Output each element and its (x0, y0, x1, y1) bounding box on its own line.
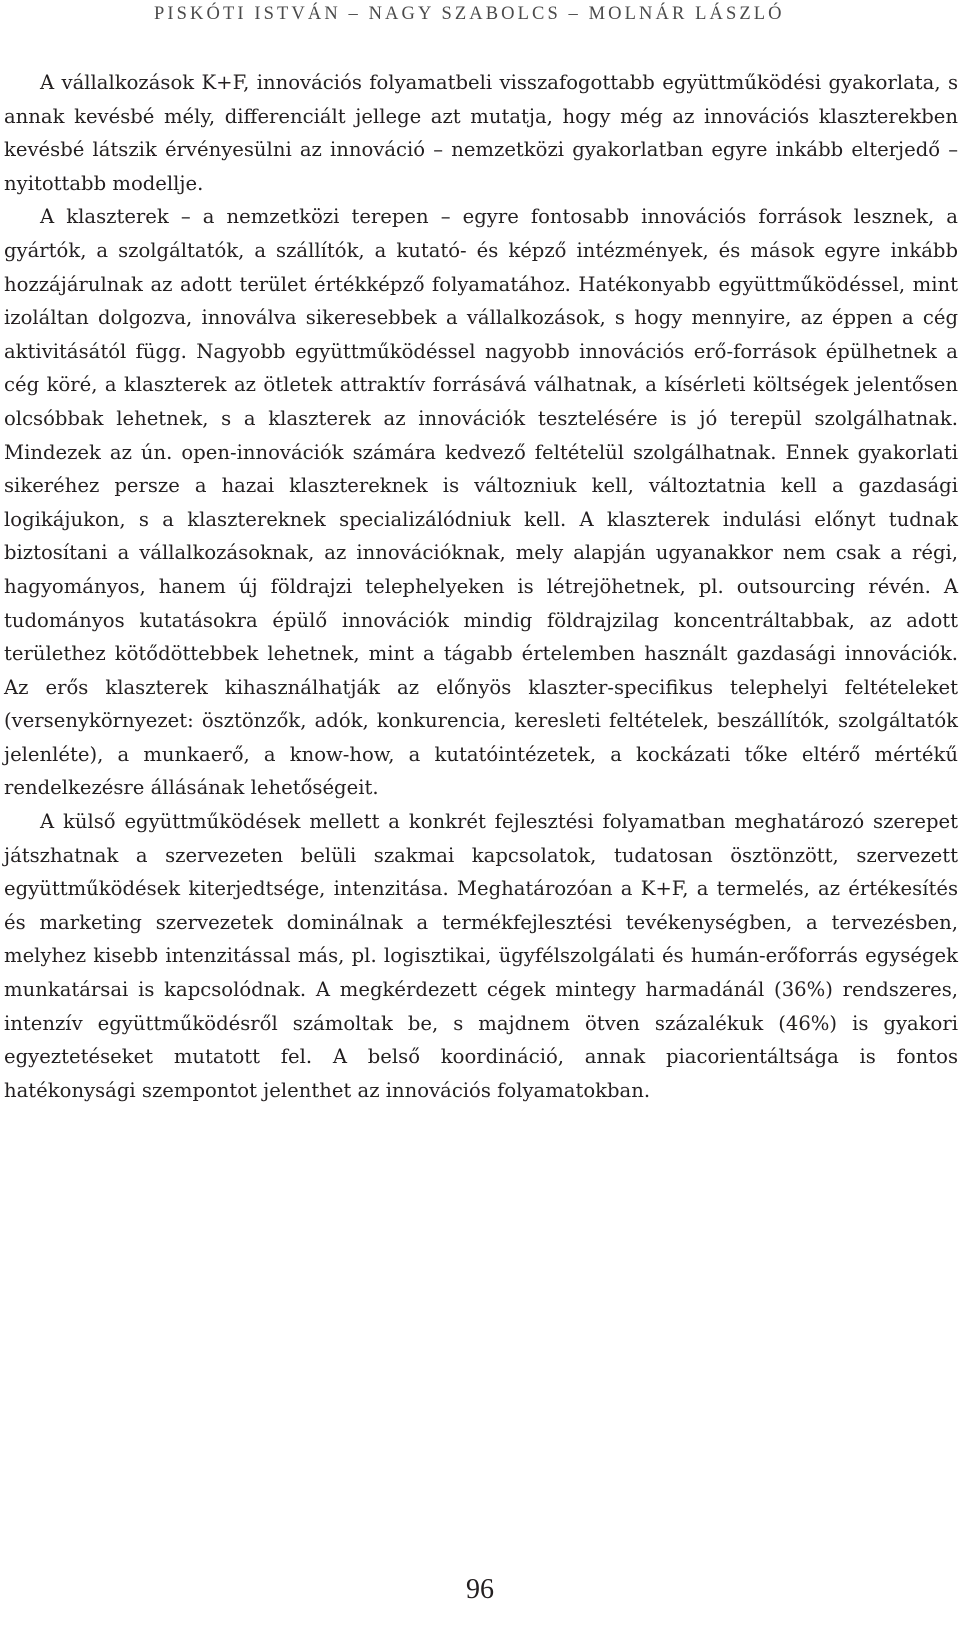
paragraph-1: A vállalkozások K+F, innovációs folyamatbeli visszafogottabb együttműködési gyakorlata, s annak kevésbé mély, differenciált jellege azt mutatja, hogy még az innovációs klaszterekben kevésbé látszik érvényesülni az innováció – nemzetközi gyakorlatban egyre inkább elterjedő – nyitottabb modellje. (4, 71, 958, 195)
body-text (4, 66, 958, 1107)
running-header-authors: PISKÓTI ISTVÁN – NAGY SZABOLCS – MOLNÁR LÁSZLÓ (154, 4, 785, 24)
paragraph-3: A külső együttműködések mellett a konkrét fejlesztési folyamatban meghatározó szerepet játszhatnak a szervezeten belüli szakmai kapcsolatok, tudatosan ösztönzött, szervezett együttműködések kiterjedtsége, intenzitása. Meghatározóan a K+F, a termelés, az értékesítés és marketing szervezetek dominálnak a termékfejlesztési tevékenységben, a tervezésben, melyhez kisebb intenzitással más, pl. logisztikai, ügyfélszolgálati és humán-erőforrás egységek munkatársai is kapcsolódnak. A megkérdezett cégek mintegy harmadánál (36%) rendszeres, intenzív együttműködésről számoltak be, s majdnem ötven százalékuk (46%) is gyakori egyeztetéseket mutatott fel. A belső koordináció, annak piacorientáltsága is fontos hatékonysági szempontot jelenthet az innovációs folyamatokban. (4, 810, 958, 1102)
page-number: 96 (466, 1574, 494, 1605)
paragraph-2: A klaszterek – a nemzetközi terepen – egyre fontosabb innovációs források lesznek, a gyártók, a szolgáltatók, a szállítók, a kutató- és képző intézmények, és mások egyre inkább hozzájárulnak az adott terület értékképző folyamatához. Hatékonyabb együttműködéssel, mint izoláltan dolgozva, innoválva sikeresebbek a vállalkozások, s hogy mennyire, az éppen a cég aktivitásától függ. Nagyobb együttműködéssel nagyobb innovációs erő-források épülhetnek a cég köré, a klaszterek az ötletek attraktív forrásává válhatnak, a kísérleti költségek jelentősen olcsóbbak lehetnek, s a klaszterek az innovációk tesztelésére is jó terepül szolgálhatnak. Mindezek az ún. open-innovációk számára kedvező feltételül szolgálhatnak. Ennek gyakorlati sikeréhez persze a hazai klasztereknek is változniuk kell, változtatnia kell a gazdasági logikájukon, s a klasztereknek specializálódniuk kell. A klaszterek indulási előnyt tudnak biztosítani a vállalkozásoknak, az innovációknak, mely alapján ugyanakkor nem csak a régi, hagyományos, hanem új földrajzi telephelyeken is létrejöhetnek, pl. outsourcing révén. A tudományos kutatásokra épülő innovációk mindig földrajzilag koncentráltabbak, az adott területhez kötődöttebbek lehetnek, mint a tágabb értelemben használt gazdasági innovációk. Az erős klaszterek kihasználhatják az előnyös klaszter-specifikus telephelyi feltételeket (versenykörnyezet: ösztönzők, adók, konkurencia, keresleti feltételek, beszállítók, szolgáltatók jelenléte), a munkaerő, a know-how, a kutatóintézetek, a kockázati tőke eltérő mértékű rendelkezésre állásának lehetőségeit. (4, 205, 958, 800)
